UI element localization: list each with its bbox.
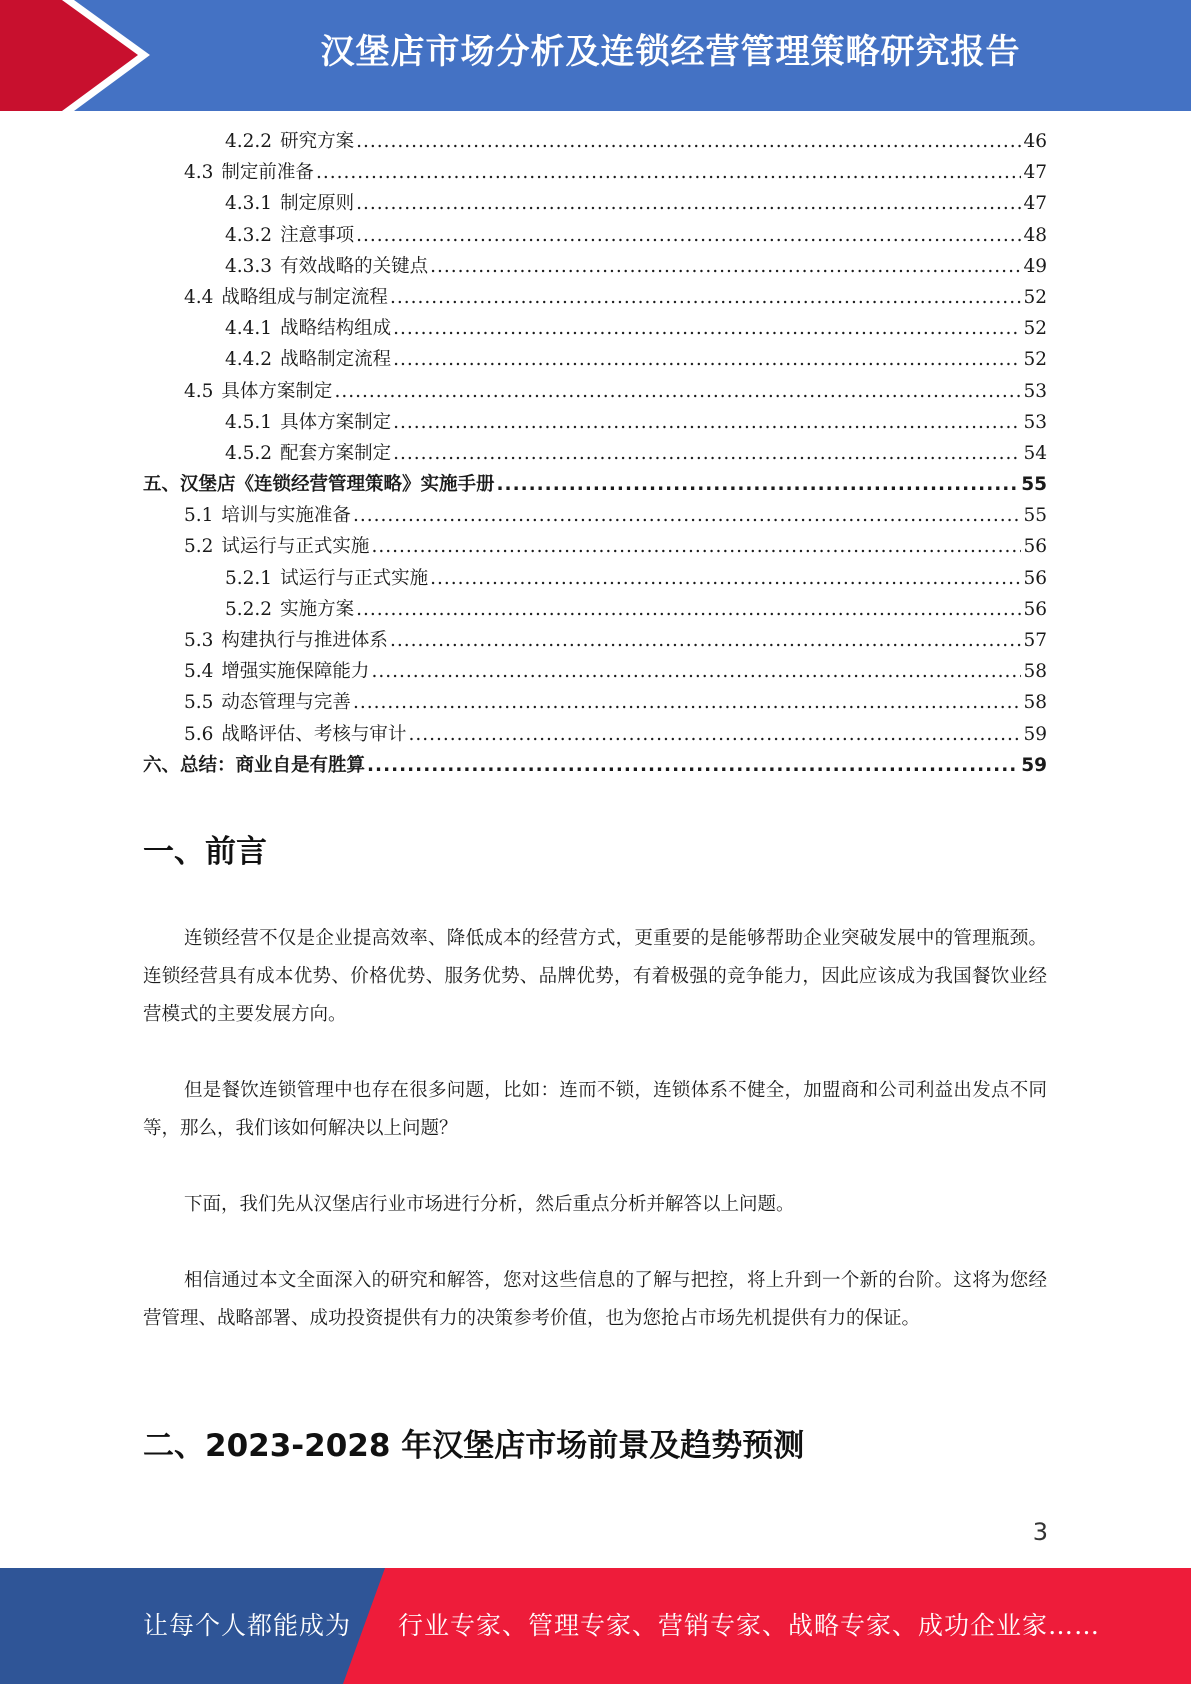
- toc-dot-leader: [393, 344, 1021, 375]
- toc-dot-leader: [393, 407, 1021, 438]
- toc-entry-number: 5.2.2: [225, 598, 273, 620]
- toc-dot-leader: [497, 469, 1020, 500]
- toc-entry-page: 56: [1023, 567, 1047, 589]
- toc-entry-page: 59: [1023, 723, 1047, 745]
- toc-dot-leader: [430, 563, 1021, 594]
- toc-entry-number: 4.2.2: [225, 131, 273, 152]
- toc-entry-number: 4.4.1: [225, 318, 273, 340]
- toc-entry-page: 46: [1023, 131, 1047, 152]
- toc-entry-number: 5.5: [184, 692, 214, 714]
- toc-entry[interactable]: [143, 438, 1047, 469]
- toc-entry-number: 5.2.1: [225, 567, 273, 589]
- toc-entry[interactable]: [143, 376, 1047, 407]
- toc-entry-title: 六、总结：商业自是有胜算: [143, 754, 366, 776]
- toc-entry-page: 49: [1023, 255, 1047, 277]
- toc-entry-title: 动态管理与完善: [221, 692, 351, 714]
- section-heading-preface: 一、前言: [143, 834, 267, 870]
- toc-entry-number: 5.6: [184, 723, 214, 745]
- toc-dot-leader: [393, 438, 1021, 469]
- toc-dot-leader: [371, 531, 1021, 562]
- toc-entry-title: 注意事项: [280, 224, 355, 246]
- toc-entry-title: 战略结构组成: [280, 318, 392, 340]
- toc-entry[interactable]: [143, 126, 1047, 157]
- toc-dot-leader: [430, 251, 1021, 282]
- toc-entry-title: 五、汉堡店《连锁经营管理策略》实施手册: [143, 474, 495, 496]
- toc-entry-title: 实施方案: [280, 598, 355, 620]
- toc-entry[interactable]: [143, 594, 1047, 625]
- toc-entry-page: 47: [1023, 162, 1047, 184]
- toc-dot-leader: [334, 376, 1021, 407]
- toc-entry-page: 55: [1021, 474, 1047, 496]
- toc-entry-page: 58: [1023, 661, 1047, 683]
- toc-entry-title: 战略组成与制定流程: [221, 286, 388, 308]
- toc-entry-page: 56: [1023, 536, 1047, 558]
- page-number: 3: [1032, 1518, 1048, 1546]
- toc-entry-number: 4.5: [184, 380, 214, 402]
- toc-entry-page: 57: [1023, 630, 1047, 651]
- toc-entry-title: 有效战略的关键点: [280, 255, 429, 277]
- toc-entry[interactable]: [143, 313, 1047, 344]
- toc-entry-title: 增强实施保障能力: [221, 661, 370, 683]
- toc-entry[interactable]: [143, 656, 1047, 687]
- toc-entry[interactable]: [143, 531, 1047, 562]
- toc-entry-number: 4.5.2: [225, 442, 273, 464]
- toc-entry-page: 58: [1023, 692, 1047, 714]
- toc-entry-page: 52: [1023, 349, 1047, 371]
- toc-entry-title: 研究方案: [280, 131, 355, 152]
- paragraph: 但是餐饮连锁管理中也存在很多问题，比如：连而不锁，连锁体系不健全，加盟商和公司利益出发点不同等，那么，我们该如何解决以上问题？: [143, 1080, 1047, 1139]
- toc-dot-leader: [353, 500, 1022, 531]
- toc-entry-title: 具体方案制定: [280, 411, 392, 433]
- toc-dot-leader: [390, 625, 1022, 656]
- toc-entry-page: 56: [1023, 598, 1047, 620]
- toc-entry-number: 5.4: [184, 661, 214, 683]
- toc-dot-leader: [353, 687, 1022, 718]
- toc-entry[interactable]: [143, 251, 1047, 282]
- toc-dot-leader: [390, 282, 1022, 313]
- toc-entry[interactable]: [143, 282, 1047, 313]
- toc-dot-leader: [367, 750, 1019, 781]
- toc-entry-title: 试运行与正式实施: [280, 567, 429, 589]
- toc-entry-page: 53: [1023, 380, 1047, 402]
- toc-entry-number: 4.4.2: [225, 349, 273, 371]
- toc-entry-page: 59: [1021, 754, 1047, 776]
- toc-dot-leader: [371, 656, 1021, 687]
- toc-entry-number: 4.5.1: [225, 411, 273, 433]
- toc-entry[interactable]: [143, 750, 1047, 781]
- toc-entry-page: 52: [1023, 286, 1047, 308]
- toc-entry-page: 52: [1023, 318, 1047, 340]
- section-heading-market-forecast: 二、2023-2028 年汉堡店市场前景及趋势预测: [143, 1428, 805, 1464]
- toc-entry-title: 战略评估、考核与审计: [221, 723, 407, 745]
- toc-entry[interactable]: [143, 157, 1047, 188]
- toc-entry-number: 5.3: [184, 630, 214, 651]
- toc-entry-number: 5.2: [184, 536, 214, 558]
- toc-entry[interactable]: [143, 719, 1047, 750]
- toc-entry-title: 试运行与正式实施: [221, 536, 370, 558]
- toc-entry[interactable]: [143, 687, 1047, 718]
- toc-entry-page: 47: [1023, 193, 1047, 215]
- paragraph: 相信通过本文全面深入的研究和解答，您对这些信息的了解与把控，将上升到一个新的台阶。这将为您经营管理、战略部署、成功投资提供有力的决策参考价值，也为您抢占市场先机提供有力的保证。: [143, 1270, 1047, 1329]
- toc-entry-number: 5.1: [184, 505, 214, 527]
- toc-dot-leader: [356, 126, 1021, 157]
- toc-entry-title: 战略制定流程: [280, 349, 392, 371]
- toc-entry-page: 55: [1023, 505, 1047, 527]
- paragraph: 下面，我们先从汉堡店行业市场进行分析，然后重点分析并解答以上问题。: [184, 1194, 795, 1215]
- toc-entry-title: 配套方案制定: [280, 442, 392, 464]
- toc-entry-page: 53: [1023, 411, 1047, 433]
- toc-entry[interactable]: [143, 469, 1047, 500]
- footer-slogan-left: 让每个人都能成为: [143, 1611, 352, 1640]
- toc-entry-number: 4.3.2: [225, 224, 273, 246]
- toc-entry-title: 具体方案制定: [221, 380, 333, 402]
- table-of-contents: [143, 126, 1047, 781]
- toc-entry-title: 制定原则: [280, 193, 355, 215]
- toc-entry-number: 4.3.1: [225, 193, 273, 215]
- toc-entry-page: 54: [1023, 442, 1047, 464]
- toc-dot-leader: [356, 188, 1021, 219]
- toc-entry[interactable]: [143, 220, 1047, 251]
- toc-dot-leader: [408, 719, 1021, 750]
- toc-entry-number: 4.3: [184, 162, 214, 184]
- toc-entry-title: 构建执行与推进体系: [221, 630, 388, 651]
- page-header: [0, 0, 1191, 111]
- toc-entry-page: 48: [1023, 224, 1047, 246]
- toc-dot-leader: [356, 220, 1021, 251]
- toc-entry-title: 培训与实施准备: [221, 505, 351, 527]
- toc-entry[interactable]: [143, 625, 1047, 656]
- toc-entry-title: 制定前准备: [221, 162, 314, 184]
- toc-entry[interactable]: [143, 344, 1047, 375]
- footer-slogan-right: 行业专家、管理专家、营销专家、战略专家、成功企业家……: [398, 1611, 1101, 1640]
- page-footer: [0, 1568, 1191, 1684]
- toc-entry[interactable]: [143, 563, 1047, 594]
- toc-entry[interactable]: [143, 500, 1047, 531]
- toc-entry[interactable]: [143, 188, 1047, 219]
- toc-entry[interactable]: [143, 407, 1047, 438]
- toc-dot-leader: [393, 313, 1021, 344]
- toc-dot-leader: [316, 157, 1022, 188]
- toc-entry-number: 4.3.3: [225, 255, 273, 277]
- header-title: 汉堡店市场分析及连锁经营管理策略研究报告: [320, 32, 1021, 72]
- toc-entry-number: 4.4: [184, 286, 214, 308]
- paragraph: 连锁经营不仅是企业提高效率、降低成本的经营方式，更重要的是能够帮助企业突破发展中的管理瓶颈。连锁经营具有成本优势、价格优势、服务优势、品牌优势，有着极强的竞争能力，因此应该成为我国餐饮业经营模式的主要发展方向。: [143, 928, 1047, 1025]
- toc-dot-leader: [356, 594, 1021, 625]
